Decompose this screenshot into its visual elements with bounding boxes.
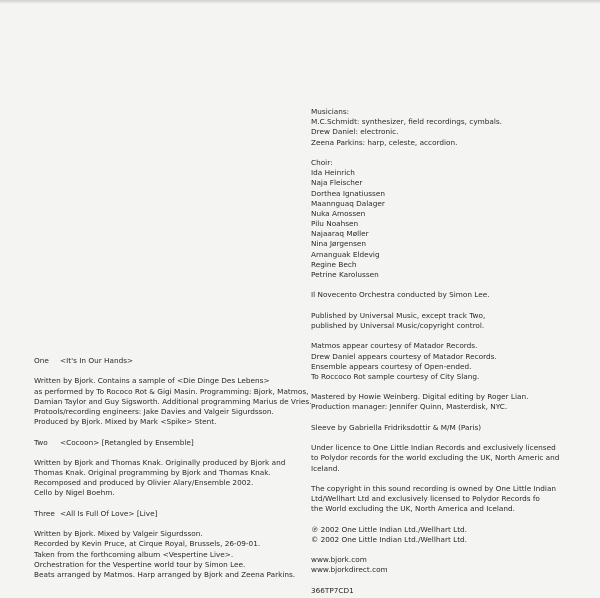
credit-line: Written by Bjork. Contains a sample of <Die Dinge Des Lebens> (34, 376, 270, 386)
licence-block (311, 443, 596, 474)
track-three-credits (34, 529, 294, 580)
musicians-block (311, 107, 596, 148)
credit-line: Written by Bjork and Thomas Knak. Originally produced by Bjork and (34, 457, 286, 467)
courtesy-line: Ensemble appears courtesy of Open-ended. (311, 361, 472, 371)
credit-line: Thomas Knak. Original programming by Bjork and Thomas Knak. (34, 468, 271, 478)
licence-line: Under licence to One Little Indian Records and exclusively licensed (311, 443, 556, 453)
choir-member: Maannguaq Dalager (311, 198, 385, 208)
track-two-credits (34, 458, 294, 499)
orchestra-credit: Il Novecento Orchestra conducted by Simon Lee. (311, 290, 490, 300)
choir-member: Arnanguak Eldevig (311, 249, 380, 259)
choir-member: Dorthea Ignatiussen (311, 188, 385, 198)
credit-line: Orchestration for the Vespertine world tour by Simon Lee. (34, 559, 246, 569)
courtesy-line: Drew Daniel appears courtesy of Matador Records. (311, 351, 497, 361)
publishing-line: Published by Universal Music, except track Two, (311, 310, 486, 320)
track-heading-one (34, 356, 294, 366)
choir-member: Ida Heinrich (311, 168, 355, 178)
legal-notices (311, 525, 596, 545)
website-url: www.bjorkdirect.com (311, 565, 388, 575)
mastering-block (311, 392, 596, 412)
track-heading-two (34, 438, 294, 448)
choir-member: Nuka Amossen (311, 208, 366, 218)
copyright-line: The copyright in this sound recording is owned by One Little Indian (311, 483, 557, 493)
credit-line: Written by Bjork. Mixed by Valgeir Sigurdsson. (34, 529, 203, 539)
copyright-line: Ltd/Wellhart Ltd and exclusively licensed to Polydor Records fo (311, 494, 540, 504)
musicians-heading: Musicians: (311, 107, 350, 116)
credit-line: Cello by Nigel Boehm. (34, 488, 115, 498)
sleeve-credit: Sleeve by Gabriella Fridriksdottir & M/M (Paris) (311, 422, 482, 432)
courtesy-line: Matmos appear courtesy of Matador Records. (311, 341, 478, 351)
licence-line: to Polydor records for the world excluding the UK, North Americ and (311, 453, 560, 463)
personnel-credits-column (311, 107, 596, 596)
publishing-block (311, 311, 596, 331)
choir-member: Nina Jørgensen (311, 239, 367, 249)
track-title: <All Is Full Of Love> [Live] (60, 508, 158, 518)
courtesy-line: To Roccoco Rot sample courtesy of City Slang. (311, 371, 480, 381)
track-number: Two (34, 437, 48, 447)
track-heading-three (34, 509, 294, 519)
credit-line: as performed by To Rococo Rot & Gigi Masin. Programming: Bjork, Matmos, (34, 386, 309, 396)
publishing-line: published by Universal Music/copyright control. (311, 320, 485, 330)
credit-line: Recomposed and produced by Olivier Alary/Ensemble 2002. (34, 478, 254, 488)
websites-block (311, 555, 596, 575)
copyright-block (311, 484, 596, 515)
copyright-notice: © 2002 One Little Indian Ltd./Wellhart Ltd. (311, 534, 468, 544)
credit-line: Damian Taylor and Guy Sigsworth. Additional programming Marius de Vries. (34, 396, 312, 406)
choir-member: Pilu Noahsen (311, 219, 359, 229)
mastering-line: Mastered by Howie Weinberg. Digital editing by Roger Lian. (311, 392, 529, 402)
choir-member: Najaaraq Møller (311, 229, 369, 239)
musician-line: M.C.Schmidt: synthesizer, field recordings, cymbals. (311, 117, 502, 127)
courtesy-block (311, 341, 596, 382)
credit-line: Taken from the forthcoming album <Vespertine Live>. (34, 549, 234, 559)
catalog-number: 366TP7CD1 (311, 585, 354, 595)
musician-line: Zeena Parkins: harp, celeste, accordion. (311, 137, 458, 147)
mastering-line: Production manager: Jennifer Quinn, Masterdisk, NYC. (311, 402, 508, 412)
track-number: One (34, 356, 49, 365)
track-title: <It's In Our Hands> (60, 356, 134, 365)
track-number: Three (34, 508, 55, 518)
tracklist-credits-column (34, 356, 312, 580)
choir-member: Petrine Karolussen (311, 270, 379, 279)
credit-line: Recorded by Kevin Pruce, at Cirque Royal, Brussels, 26-09-01. (34, 539, 261, 549)
phonogram-notice: ℗ 2002 One Little Indian Ltd./Wellhart Ltd. (311, 524, 468, 534)
choir-member: Regine Bech (311, 259, 357, 269)
choir-heading: Choir: (311, 157, 333, 167)
track-title: <Cocoon> [Retangled by Ensemble] (60, 437, 194, 447)
track-one-credits (34, 376, 312, 427)
credit-line: Beats arranged by Matmos. Harp arranged by Bjork and Zeena Parkins. (34, 569, 296, 579)
choir-block (311, 158, 596, 280)
website-url: www.bjork.com (311, 555, 367, 565)
credit-line: Protools/recording engineers: Jake Davies and Valgeir Sigurdsson. (34, 406, 274, 416)
copyright-line: the World excluding the UK, North America and Iceland. (311, 504, 515, 514)
top-edge-shadow (0, 0, 600, 4)
licence-line: Iceland. (311, 463, 340, 473)
credit-line: Produced by Bjork. Mixed by Mark <Spike> Stent. (34, 417, 217, 427)
musician-line: Drew Daniel: electronic. (311, 127, 399, 137)
choir-member: Naja Fleischer (311, 178, 363, 188)
